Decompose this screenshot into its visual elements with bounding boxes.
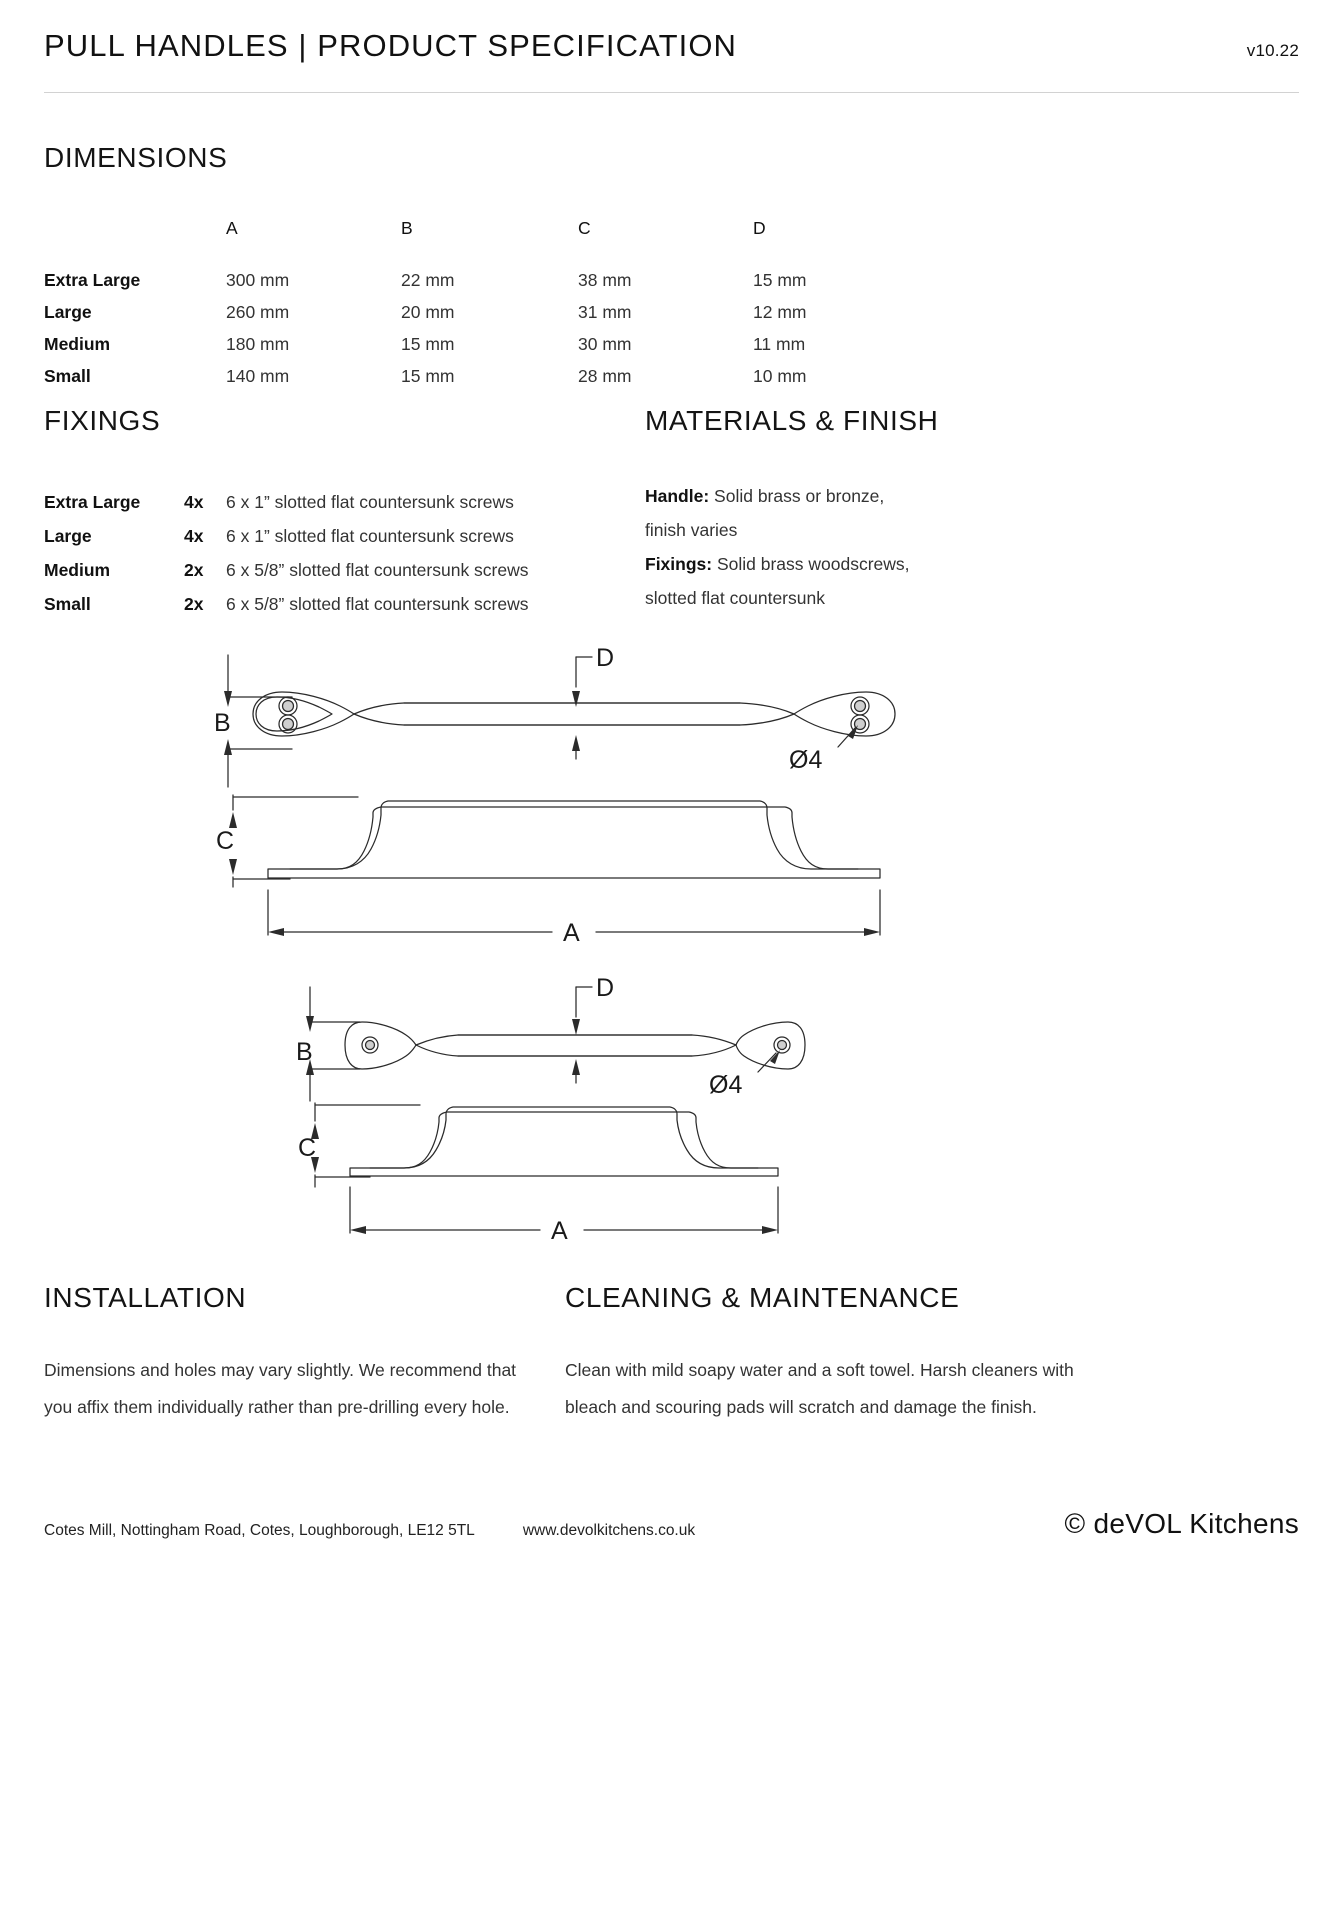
materials-handle-value: Solid brass or bronze, <box>709 486 885 506</box>
handle-left-pad <box>256 697 332 731</box>
installation-section <box>44 1282 534 1426</box>
screw-hole2-inner-1 <box>366 1041 375 1050</box>
page-title: PULL HANDLES | PRODUCT SPECIFICATION <box>44 28 738 63</box>
fixing-quantity: 4x <box>184 526 204 546</box>
cleaning-heading: CLEANING & MAINTENANCE <box>565 1282 960 1313</box>
dimension-value-b: 22 mm <box>401 270 455 290</box>
materials-fixings-line <box>645 547 1165 581</box>
fixing-description: 6 x 1” slotted flat countersunk screws <box>226 526 514 546</box>
dimension-value-c: 38 mm <box>578 270 632 290</box>
fixing-description: 6 x 5/8” slotted flat countersunk screws <box>226 594 529 614</box>
footer-address: Cotes Mill, Nottingham Road, Cotes, Loughborough, LE12 5TL <box>44 1522 475 1539</box>
dim-label-d-view3: D <box>596 974 615 1002</box>
dimension-value-a: 260 mm <box>226 302 290 322</box>
dimension-value-c: 30 mm <box>578 334 632 354</box>
dim-label-a-view2: A <box>563 919 580 947</box>
fixing-quantity: 2x <box>184 560 204 580</box>
materials-heading: MATERIALS & FINISH <box>645 405 939 436</box>
handle2-right-pad <box>736 1022 805 1069</box>
dimension-value-c: 31 mm <box>578 302 632 322</box>
handle2-elevation-inner-left <box>370 1112 677 1168</box>
dim-label-c-view2: C <box>216 827 235 855</box>
dimension-value-b: 15 mm <box>401 334 455 354</box>
fixing-description: 6 x 5/8” slotted flat countersunk screws <box>226 560 529 580</box>
handle-shaft-bottom <box>354 714 794 725</box>
screw-hole-inner-2 <box>283 719 294 730</box>
fixing-quantity: 2x <box>184 594 204 614</box>
cleaning-section <box>565 1282 1085 1426</box>
table-row <box>44 259 806 291</box>
materials-fixings-value: Solid brass woodscrews, <box>712 554 910 574</box>
fixing-size-label: Extra Large <box>44 492 141 512</box>
header-divider <box>44 92 1299 93</box>
column-header-a: A <box>226 218 238 238</box>
handle2-elevation-outline <box>350 1107 778 1176</box>
handle-elevation-outline <box>268 801 880 878</box>
dimension-value-c: 28 mm <box>578 366 632 386</box>
column-header-b: B <box>401 218 413 238</box>
table-row <box>44 323 806 355</box>
handle-shaft-top <box>354 703 794 714</box>
handle2-shaft-top <box>416 1035 736 1045</box>
cleaning-body: Clean with mild soapy water and a soft towel. Harsh cleaners with bleach and scouring pads will scratch and damage the finish. <box>565 1360 1074 1417</box>
page-footer <box>44 1508 1299 1540</box>
handle-right-pad-outer <box>794 692 895 736</box>
fixing-size-label: Medium <box>44 560 111 580</box>
dimension-value-a: 180 mm <box>226 334 290 354</box>
materials-fixings-line-2: slotted flat countersunk <box>645 588 825 608</box>
dimensions-section <box>44 142 1044 387</box>
dimension-value-d: 15 mm <box>753 270 807 290</box>
dimension-value-d: 12 mm <box>753 302 807 322</box>
dim-label-a-view4: A <box>551 1217 568 1245</box>
table-row <box>44 291 806 323</box>
fixing-size-label: Small <box>44 594 91 614</box>
dimension-size-label: Small <box>44 366 91 386</box>
dim-label-b-view3: B <box>296 1038 313 1066</box>
dimension-value-b: 20 mm <box>401 302 455 322</box>
document-version: v10.22 <box>1246 41 1299 60</box>
handle-elevation-inner-left <box>290 807 767 869</box>
c-arrow-bottom <box>229 859 237 875</box>
brand-logo: © deVOL Kitchens <box>1064 1508 1299 1539</box>
materials-fixings-label: Fixings: <box>645 554 713 574</box>
installation-body: Dimensions and holes may vary slightly. We recommend that you affix them individually rather than pre-drilling every hole. <box>44 1360 517 1417</box>
fixings-heading: FIXINGS <box>44 405 161 436</box>
dim-label-hole-view1: Ø4 <box>789 746 823 774</box>
dimension-size-label: Extra Large <box>44 270 141 290</box>
table-row <box>44 547 529 581</box>
dimensions-heading: DIMENSIONS <box>44 142 228 173</box>
table-row <box>44 355 806 387</box>
fixings-section <box>44 405 644 615</box>
dimension-size-label: Medium <box>44 334 111 354</box>
column-header-blank <box>44 218 226 259</box>
fixing-quantity: 4x <box>184 492 204 512</box>
materials-section <box>645 405 1165 615</box>
table-row <box>44 581 529 615</box>
column-header-c: C <box>578 218 591 238</box>
materials-body <box>645 479 1165 615</box>
dimension-value-d: 10 mm <box>753 366 807 386</box>
dim-label-hole-view3: Ø4 <box>709 1071 743 1099</box>
technical-drawings <box>0 635 1343 1275</box>
dimension-value-a: 140 mm <box>226 366 290 386</box>
table-row <box>44 513 529 547</box>
handle-elevation-inner-right <box>767 807 858 869</box>
dimension-value-a: 300 mm <box>226 270 290 290</box>
materials-handle-line-2: finish varies <box>645 520 738 540</box>
dim-label-d-view1: D <box>596 644 615 672</box>
dimension-value-d: 11 mm <box>753 334 806 354</box>
table-row <box>44 479 529 513</box>
screw-hole-inner-1 <box>283 701 294 712</box>
b-dim-arrow-top <box>224 691 232 707</box>
fixing-size-label: Large <box>44 526 92 546</box>
materials-handle-line <box>645 479 1165 513</box>
dim-label-b-view1: B <box>214 709 231 737</box>
fixings-table <box>44 479 529 615</box>
dimension-value-b: 15 mm <box>401 366 455 386</box>
dimension-size-label: Large <box>44 302 92 322</box>
footer-website[interactable]: www.devolkitchens.co.uk <box>522 1522 696 1539</box>
handle2-elevation-inner-right <box>677 1112 758 1168</box>
fixing-description: 6 x 1” slotted flat countersunk screws <box>226 492 514 512</box>
dimensions-table <box>44 218 806 387</box>
handle2-left-pad <box>345 1022 416 1069</box>
screw-hole2-inner-2 <box>778 1041 787 1050</box>
page-header <box>44 28 1299 64</box>
materials-handle-label: Handle: <box>645 486 710 506</box>
d2-arrow-top <box>572 1019 580 1035</box>
b2-arrow-top <box>306 1016 314 1032</box>
c-arrow-top <box>229 812 237 828</box>
d-arrow-top <box>572 691 580 707</box>
installation-heading: INSTALLATION <box>44 1282 247 1313</box>
dim-label-c-view4: C <box>298 1134 317 1162</box>
column-header-d: D <box>753 218 766 238</box>
table-header-row <box>44 218 806 259</box>
screw-hole-inner-3 <box>855 701 866 712</box>
handle2-shaft-bottom <box>416 1045 736 1056</box>
